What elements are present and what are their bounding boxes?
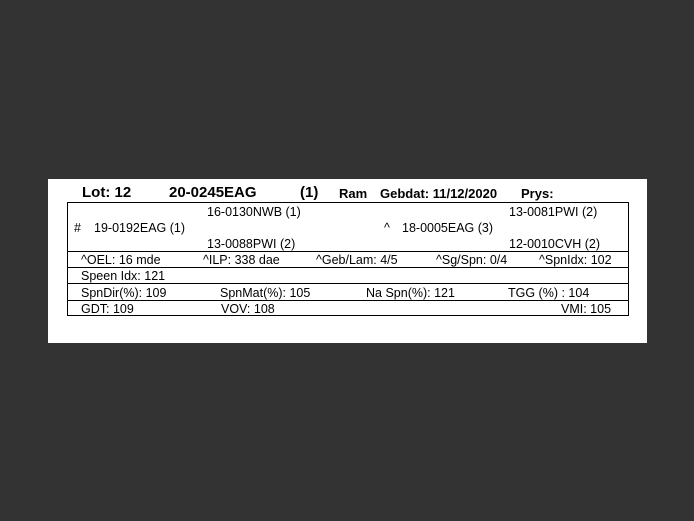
sire-sire: 16-0130NWB (1): [207, 205, 301, 219]
stat-spndir: SpnDir(%): 109: [81, 286, 167, 300]
animal-id: 20-0245EAG: [169, 184, 257, 201]
dam-marker: ^: [384, 221, 390, 235]
row-divider: [68, 300, 628, 301]
animal-count: (1): [300, 184, 319, 201]
lot-number: Lot: 12: [82, 184, 132, 201]
price-label: Prys:: [521, 186, 554, 201]
stat-vmi: VMI: 105: [561, 302, 612, 316]
sire: 19-0192EAG (1): [94, 221, 186, 235]
row-divider: [68, 283, 628, 284]
stat-na-spn: Na Spn(%): 121: [366, 286, 455, 300]
stat-spnmat: SpnMat(%): 105: [220, 286, 311, 300]
stat-ilp: ^ILP: 338 dae: [203, 253, 280, 267]
dam-sire: 13-0081PWI (2): [509, 205, 598, 219]
pedigree-marker: #: [74, 221, 81, 235]
stat-spnidx: ^SpnIdx: 102: [539, 253, 612, 267]
lot-card: [48, 179, 647, 343]
stat-oel: ^OEL: 16 mde: [81, 253, 161, 267]
stat-geb-lam: ^Geb/Lam: 4/5: [316, 253, 398, 267]
sire-dam: 13-0088PWI (2): [207, 237, 296, 251]
stat-sg-spn: ^Sg/Spn: 0/4: [436, 253, 508, 267]
stat-tgg: TGG (%) : 104: [508, 286, 590, 300]
animal-kind: Ram: [339, 186, 368, 201]
row-divider: [68, 251, 628, 252]
dam-dam: 12-0010CVH (2): [509, 237, 601, 251]
birth-date: Gebdat: 11/12/2020: [380, 186, 498, 201]
stat-gdt: GDT: 109: [81, 302, 134, 316]
stat-vov: VOV: 108: [221, 302, 275, 316]
row-divider: [68, 267, 628, 268]
details-table: [67, 202, 629, 316]
dam: 18-0005EAG (3): [402, 221, 494, 235]
stat-speen-idx: Speen Idx: 121: [81, 269, 166, 283]
